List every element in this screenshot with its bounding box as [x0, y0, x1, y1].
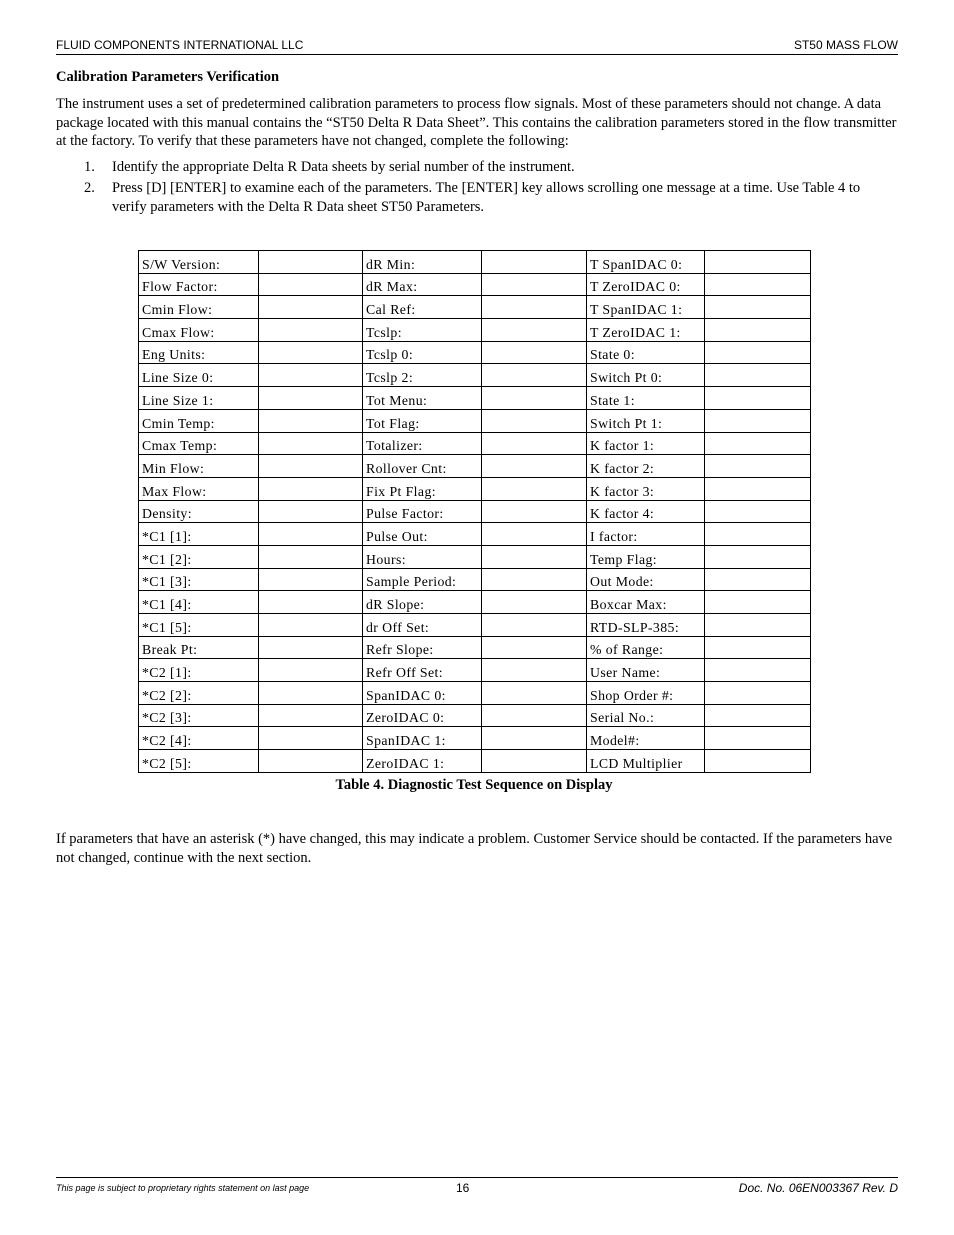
parameter-label: *C1 [5]:: [139, 614, 259, 637]
parameter-label: Line Size 0:: [139, 364, 259, 387]
parameter-label: Line Size 1:: [139, 387, 259, 410]
parameter-label: RTD-SLP-385:: [587, 614, 705, 637]
table-row: [139, 591, 811, 614]
parameter-value-cell: [705, 296, 811, 319]
parameter-label: Cmax Temp:: [139, 432, 259, 455]
table-row: [139, 545, 811, 568]
parameter-label: Cal Ref:: [363, 296, 482, 319]
parameter-label: SpanIDAC 1:: [363, 727, 482, 750]
parameter-label: Shop Order #:: [587, 682, 705, 705]
parameter-value-cell: [705, 500, 811, 523]
parameter-value-cell: [259, 455, 363, 478]
parameter-value-cell: [259, 296, 363, 319]
parameter-value-cell: [482, 682, 587, 705]
parameter-label: Pulse Out:: [363, 523, 482, 546]
parameter-value-cell: [705, 455, 811, 478]
parameter-label: Cmin Temp:: [139, 409, 259, 432]
table-row: [139, 319, 811, 342]
parameter-label: Density:: [139, 500, 259, 523]
intro-paragraph: The instrument uses a set of predetermined calibration parameters to process flow signals. Most of these parameters should not change. A data package located with this manual contains the “ST50 Delta R Data Sheet”. This contains the calibration parameters stored in the flow transmitter at the factory. To verify that these parameters have not changed, complete the following:: [56, 96, 897, 149]
parameter-value-cell: [259, 477, 363, 500]
parameter-value-cell: [259, 545, 363, 568]
parameter-value-cell: [705, 682, 811, 705]
parameter-label: *C2 [3]:: [139, 704, 259, 727]
parameter-value-cell: [705, 545, 811, 568]
parameter-label: Eng Units:: [139, 341, 259, 364]
table-row: [139, 682, 811, 705]
parameter-label: Sample Period:: [363, 568, 482, 591]
page-footer: [56, 1177, 898, 1198]
parameter-value-cell: [705, 387, 811, 410]
parameter-label: T ZeroIDAC 0:: [587, 273, 705, 296]
parameter-label: Tcslp 2:: [363, 364, 482, 387]
parameter-value-cell: [259, 750, 363, 773]
parameter-value-cell: [482, 614, 587, 637]
parameter-label: dR Min:: [363, 251, 482, 274]
parameter-value-cell: [259, 636, 363, 659]
parameter-value-cell: [705, 727, 811, 750]
parameter-value-cell: [259, 682, 363, 705]
step-text: Press [D] [ENTER] to examine each of the parameters. The [ENTER] key allows scrolling one message at a time. Use Table 4 to verify parameters with the Delta R Data sheet ST50 Parameters.: [112, 180, 861, 215]
parameter-value-cell: [259, 387, 363, 410]
table-row: [139, 432, 811, 455]
parameter-label: Cmin Flow:: [139, 296, 259, 319]
parameter-value-cell: [259, 659, 363, 682]
parameter-label: SpanIDAC 0:: [363, 682, 482, 705]
parameter-label: I factor:: [587, 523, 705, 546]
closing-paragraph: If parameters that have an asterisk (*) have changed, this may indicate a problem. Customer Service should be contacted. If the parameters have not changed, continue with the next section.: [56, 831, 893, 866]
header-company: FLUID COMPONENTS INTERNATIONAL LLC: [56, 38, 304, 52]
parameter-label: Totalizer:: [363, 432, 482, 455]
parameter-value-cell: [705, 341, 811, 364]
parameter-value-cell: [259, 364, 363, 387]
parameter-value-cell: [705, 319, 811, 342]
parameter-value-cell: [259, 251, 363, 274]
parameter-label: Switch Pt 0:: [587, 364, 705, 387]
parameter-label: Refr Slope:: [363, 636, 482, 659]
parameter-value-cell: [705, 432, 811, 455]
parameter-label: Fix Pt Flag:: [363, 477, 482, 500]
parameter-value-cell: [482, 659, 587, 682]
step-number: 1.: [84, 159, 95, 175]
parameter-value-cell: [482, 341, 587, 364]
parameter-label: *C2 [5]:: [139, 750, 259, 773]
table-row: [139, 614, 811, 637]
parameter-value-cell: [482, 432, 587, 455]
parameter-label: Rollover Cnt:: [363, 455, 482, 478]
parameter-value-cell: [705, 477, 811, 500]
parameter-label: *C2 [2]:: [139, 682, 259, 705]
footer-rights-note: This page is subject to proprietary rights statement on last page: [56, 1183, 310, 1193]
parameter-label: dr Off Set:: [363, 614, 482, 637]
page-number: 16: [456, 1181, 470, 1195]
parameter-value-cell: [705, 409, 811, 432]
parameter-label: Break Pt:: [139, 636, 259, 659]
table-row: [139, 251, 811, 274]
parameter-value-cell: [482, 727, 587, 750]
parameter-label: Refr Off Set:: [363, 659, 482, 682]
header-product: ST50 MASS FLOW: [793, 38, 898, 52]
parameter-value-cell: [482, 545, 587, 568]
parameter-label: ZeroIDAC 0:: [363, 704, 482, 727]
table-row: [139, 750, 811, 773]
parameter-value-cell: [705, 251, 811, 274]
parameter-label: dR Max:: [363, 273, 482, 296]
parameter-value-cell: [259, 568, 363, 591]
table-row: [139, 296, 811, 319]
parameter-label: Tot Flag:: [363, 409, 482, 432]
parameter-value-cell: [259, 432, 363, 455]
parameter-label: K factor 1:: [587, 432, 705, 455]
parameter-value-cell: [482, 568, 587, 591]
parameter-label: Temp Flag:: [587, 545, 705, 568]
parameter-label: T SpanIDAC 1:: [587, 296, 705, 319]
parameter-value-cell: [705, 704, 811, 727]
parameter-value-cell: [259, 591, 363, 614]
parameter-value-cell: [259, 727, 363, 750]
parameter-value-cell: [705, 364, 811, 387]
parameter-label: User Name:: [587, 659, 705, 682]
parameter-label: Switch Pt 1:: [587, 409, 705, 432]
parameter-label: LCD Multiplier: [587, 750, 705, 773]
parameter-value-cell: [482, 296, 587, 319]
parameter-label: Serial No.:: [587, 704, 705, 727]
parameter-label: Boxcar Max:: [587, 591, 705, 614]
parameter-label: T ZeroIDAC 1:: [587, 319, 705, 342]
parameter-value-cell: [259, 273, 363, 296]
parameter-label: *C1 [4]:: [139, 591, 259, 614]
parameter-value-cell: [482, 591, 587, 614]
parameter-value-cell: [482, 523, 587, 546]
parameter-label: Flow Factor:: [139, 273, 259, 296]
parameter-label: State 1:: [587, 387, 705, 410]
parameter-label: Max Flow:: [139, 477, 259, 500]
table-row: [139, 659, 811, 682]
table-row: [139, 409, 811, 432]
parameter-value-cell: [482, 477, 587, 500]
parameter-value-cell: [705, 750, 811, 773]
table-row: [139, 341, 811, 364]
parameter-value-cell: [482, 364, 587, 387]
parameters-table-body: [139, 251, 811, 773]
page-header: [56, 38, 898, 55]
parameter-label: % of Range:: [587, 636, 705, 659]
table-row: [139, 273, 811, 296]
parameter-label: Tot Menu:: [363, 387, 482, 410]
parameter-value-cell: [705, 614, 811, 637]
parameter-label: State 0:: [587, 341, 705, 364]
parameter-label: K factor 3:: [587, 477, 705, 500]
parameter-value-cell: [482, 636, 587, 659]
parameter-value-cell: [482, 409, 587, 432]
parameter-label: T SpanIDAC 0:: [587, 251, 705, 274]
parameter-value-cell: [705, 523, 811, 546]
parameter-value-cell: [482, 273, 587, 296]
parameter-label: Tcslp 0:: [363, 341, 482, 364]
parameter-label: Out Mode:: [587, 568, 705, 591]
parameter-label: *C1 [2]:: [139, 545, 259, 568]
parameters-table: [138, 250, 811, 773]
parameter-label: Min Flow:: [139, 455, 259, 478]
parameter-label: *C1 [3]:: [139, 568, 259, 591]
parameter-value-cell: [705, 659, 811, 682]
table-row: [139, 636, 811, 659]
table-row: [139, 477, 811, 500]
step-number: 2.: [84, 180, 95, 196]
parameter-value-cell: [259, 704, 363, 727]
parameter-label: *C2 [4]:: [139, 727, 259, 750]
table-row: [139, 455, 811, 478]
parameter-value-cell: [259, 500, 363, 523]
parameter-value-cell: [259, 523, 363, 546]
parameter-value-cell: [259, 341, 363, 364]
parameter-value-cell: [482, 387, 587, 410]
step-text: Identify the appropriate Delta R Data sheets by serial number of the instrument.: [112, 159, 575, 175]
parameter-label: Hours:: [363, 545, 482, 568]
parameter-label: ZeroIDAC 1:: [363, 750, 482, 773]
parameter-value-cell: [482, 704, 587, 727]
parameter-value-cell: [259, 409, 363, 432]
parameter-value-cell: [482, 500, 587, 523]
table-row: [139, 364, 811, 387]
table-row: [139, 500, 811, 523]
parameter-value-cell: [259, 319, 363, 342]
parameter-value-cell: [482, 319, 587, 342]
parameter-value-cell: [259, 614, 363, 637]
parameter-label: Model#:: [587, 727, 705, 750]
parameter-label: *C1 [1]:: [139, 523, 259, 546]
parameter-value-cell: [705, 636, 811, 659]
parameter-label: K factor 4:: [587, 500, 705, 523]
parameter-label: dR Slope:: [363, 591, 482, 614]
parameter-value-cell: [705, 568, 811, 591]
table-row: [139, 568, 811, 591]
table-row: [139, 727, 811, 750]
parameter-value-cell: [482, 251, 587, 274]
parameter-value-cell: [705, 273, 811, 296]
parameter-label: K factor 2:: [587, 455, 705, 478]
parameter-value-cell: [482, 750, 587, 773]
table-row: [139, 704, 811, 727]
parameter-label: Tcslp:: [363, 319, 482, 342]
table-caption: Table 4. Diagnostic Test Sequence on Display: [335, 777, 613, 793]
table-row: [139, 387, 811, 410]
parameter-value-cell: [482, 455, 587, 478]
parameter-label: *C2 [1]:: [139, 659, 259, 682]
parameter-label: Cmax Flow:: [139, 319, 259, 342]
table-row: [139, 523, 811, 546]
parameter-value-cell: [705, 591, 811, 614]
parameter-label: S/W Version:: [139, 251, 259, 274]
parameter-label: Pulse Factor:: [363, 500, 482, 523]
document-number: Doc. No. 06EN003367 Rev. D: [738, 1181, 898, 1195]
section-title: Calibration Parameters Verification: [56, 69, 280, 85]
